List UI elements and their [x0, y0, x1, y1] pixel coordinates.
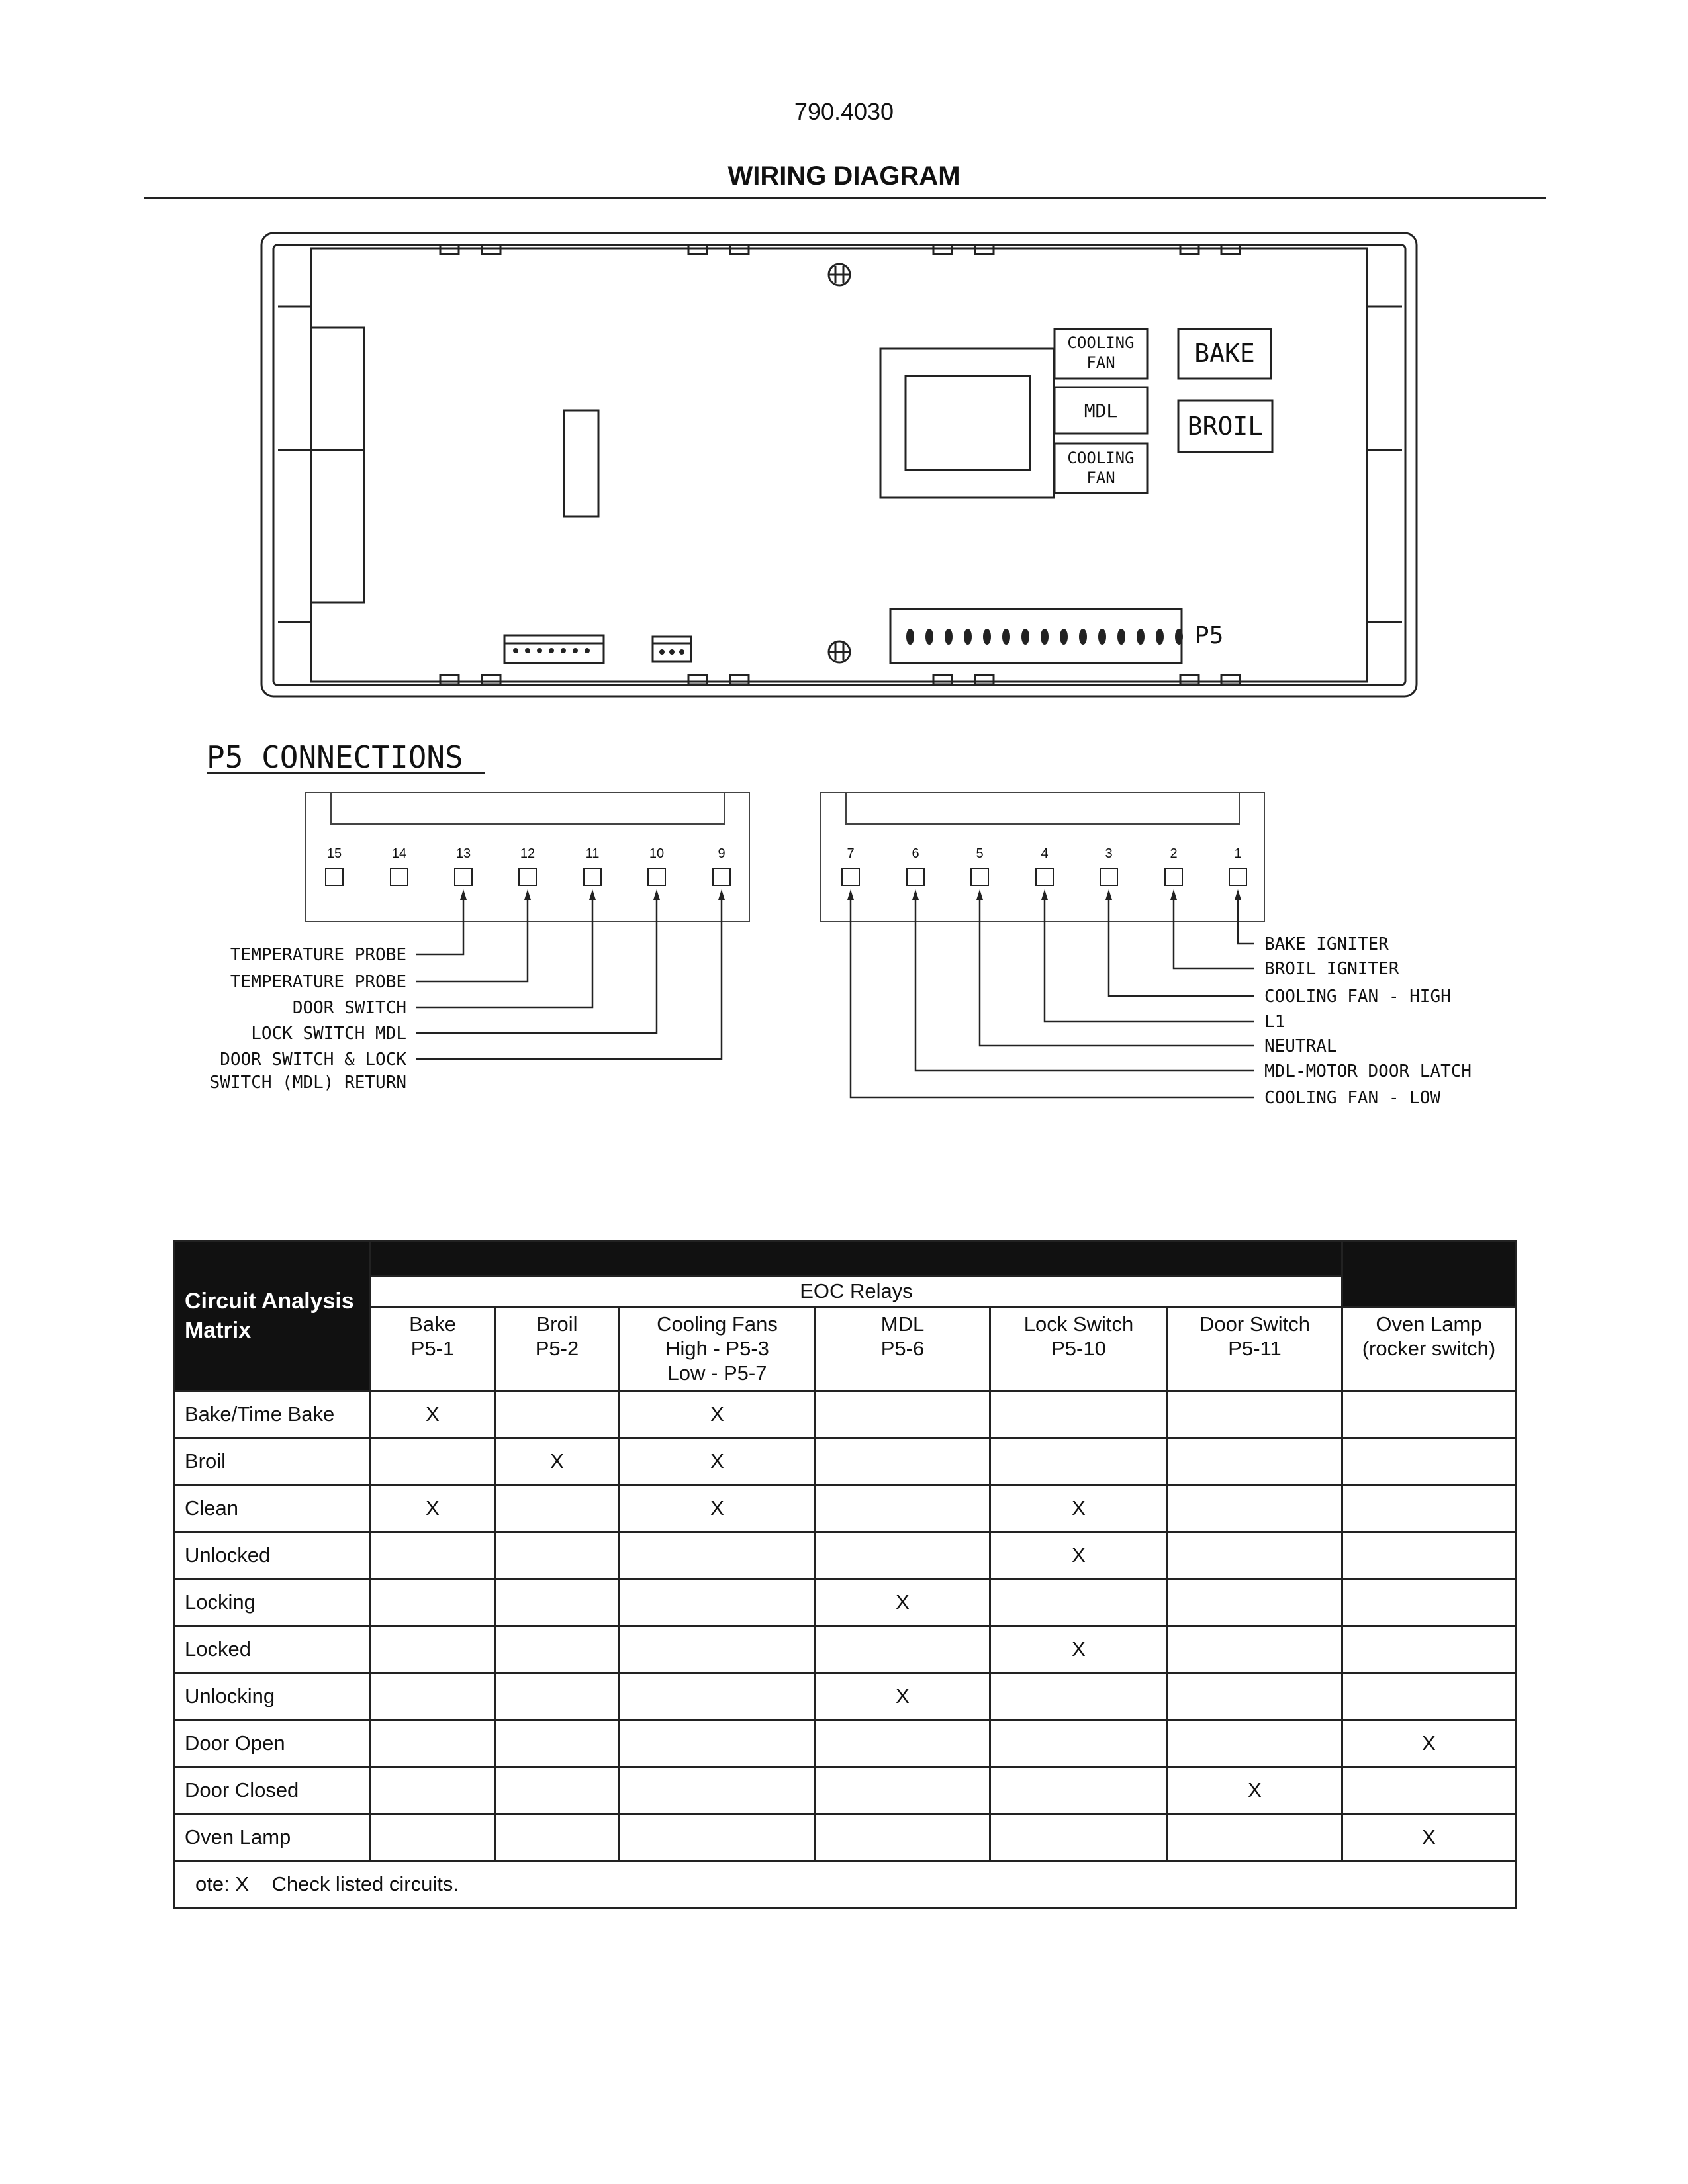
- wire-pin-4: [1045, 895, 1254, 1021]
- p5-header-pin: [1003, 629, 1009, 644]
- matrix-cell: [990, 1438, 1168, 1485]
- pin-number-3: 3: [1105, 846, 1113, 861]
- wire-pin-10: [416, 895, 657, 1033]
- wire-arrow: [1105, 889, 1112, 900]
- pin-number-15: 15: [326, 846, 342, 861]
- pin-number-14: 14: [391, 846, 407, 861]
- matrix-cell: [620, 1720, 816, 1767]
- matrix-cell: [1342, 1485, 1516, 1532]
- wire-arrow: [976, 889, 983, 900]
- table-row: [175, 1532, 1516, 1579]
- matrix-cell: [1168, 1438, 1342, 1485]
- column-header: Broil P5-2: [495, 1307, 620, 1391]
- connection-label-pin-4: L1: [1264, 1012, 1286, 1032]
- matrix-cell: [1168, 1532, 1342, 1579]
- pin-number-5: 5: [976, 846, 984, 861]
- wire-pin-2: [1174, 895, 1254, 968]
- matrix-cell: [371, 1673, 495, 1720]
- matrix-cell: [1342, 1626, 1516, 1673]
- matrix-cell: X: [371, 1391, 495, 1438]
- table-row: [175, 1673, 1516, 1720]
- matrix-cell: [620, 1626, 816, 1673]
- pin-number-2: 2: [1170, 846, 1178, 861]
- wire-arrow: [1170, 889, 1177, 900]
- wire-pin-12: [416, 895, 528, 981]
- p5-header-pin: [945, 629, 952, 644]
- matrix-cell: [371, 1767, 495, 1814]
- connection-label-pin-9: SWITCH (MDL) RETURN: [209, 1073, 406, 1093]
- pin-terminal-12: [519, 868, 536, 886]
- matrix-cell: X: [990, 1485, 1168, 1532]
- connection-label-pin-10: LOCK SWITCH MDL: [251, 1024, 406, 1044]
- matrix-cell: [1342, 1391, 1516, 1438]
- matrix-cell: [495, 1532, 620, 1579]
- matrix-cell: [620, 1673, 816, 1720]
- wire-arrow: [1041, 889, 1048, 900]
- connection-label-pin-3: COOLING FAN - HIGH: [1264, 987, 1451, 1007]
- cooling-fan-bottom-label-line2: FAN: [1086, 469, 1115, 487]
- pin-number-9: 9: [718, 846, 726, 861]
- pin-terminal-2: [1165, 868, 1182, 886]
- matrix-cell: [495, 1626, 620, 1673]
- matrix-title: Circuit Analysis Matrix: [175, 1241, 371, 1391]
- matrix-cell: X: [1168, 1767, 1342, 1814]
- wire-pin-9: [416, 895, 722, 1059]
- p5-header-pin: [1022, 629, 1029, 644]
- matrix-cell: [990, 1673, 1168, 1720]
- pin-terminal-11: [584, 868, 601, 886]
- document-number: 790.4030: [794, 98, 894, 125]
- connection-label-pin-2: BROIL IGNITER: [1264, 959, 1399, 979]
- matrix-cell: X: [1342, 1720, 1516, 1767]
- matrix-cell: [495, 1673, 620, 1720]
- wire-pin-11: [416, 895, 592, 1007]
- pin-number-13: 13: [455, 846, 471, 861]
- table-row: [175, 1626, 1516, 1673]
- matrix-cell: [620, 1579, 816, 1626]
- matrix-cell: X: [495, 1438, 620, 1485]
- row-label: Locked: [175, 1626, 371, 1673]
- wire-arrow: [718, 889, 725, 900]
- matrix-cell: X: [1342, 1814, 1516, 1861]
- p5-header-pin: [1118, 629, 1125, 644]
- wire-arrow: [460, 889, 467, 900]
- wire-pin-5: [980, 895, 1254, 1046]
- circuit-board: [311, 248, 1367, 682]
- pin-number-7: 7: [847, 846, 855, 861]
- connection-label-pin-11: DOOR SWITCH: [292, 998, 406, 1018]
- control-board-inner-frame: [273, 245, 1405, 685]
- matrix-cell: [1168, 1814, 1342, 1861]
- matrix-cell: [1168, 1626, 1342, 1673]
- cooling-fan-top-label-line2: FAN: [1086, 353, 1115, 372]
- p5-header-pin: [1041, 629, 1048, 644]
- matrix-cell: [371, 1438, 495, 1485]
- table-row: [175, 1814, 1516, 1861]
- pin-terminal-14: [391, 868, 408, 886]
- pin-number-12: 12: [520, 846, 536, 861]
- matrix-cell: [990, 1814, 1168, 1861]
- wire-arrow: [1235, 889, 1241, 900]
- pin-terminal-3: [1100, 868, 1117, 886]
- p5-header-pin: [1080, 629, 1086, 644]
- circuit-analysis-matrix: [173, 1240, 1517, 1909]
- p5-header-pin: [1099, 629, 1105, 644]
- matrix-cell: [816, 1720, 990, 1767]
- matrix-cell: [816, 1485, 990, 1532]
- column-header: Door Switch P5-11: [1168, 1307, 1342, 1391]
- table-row: [175, 1438, 1516, 1485]
- pin-terminal-4: [1036, 868, 1053, 886]
- table-row: [175, 1391, 1516, 1438]
- matrix-cell: X: [620, 1391, 816, 1438]
- matrix-cell: [1342, 1532, 1516, 1579]
- eoc-relays-header: EOC Relays: [371, 1276, 1342, 1307]
- page-title: WIRING DIAGRAM: [727, 161, 961, 191]
- matrix-cell: X: [620, 1485, 816, 1532]
- matrix-cell: [816, 1438, 990, 1485]
- matrix-cell: X: [990, 1532, 1168, 1579]
- pin-number-6: 6: [912, 846, 919, 861]
- mdl-label: MDL: [1084, 400, 1118, 422]
- broil-label: BROIL: [1187, 412, 1264, 441]
- matrix-header-black-cell: [1342, 1241, 1516, 1307]
- table-row: [175, 1720, 1516, 1767]
- matrix-cell: [1168, 1720, 1342, 1767]
- matrix-cell: [371, 1626, 495, 1673]
- p5-header-pin: [907, 629, 914, 644]
- p5-connections-title: P5 CONNECTIONS: [207, 739, 463, 775]
- matrix-cell: [1168, 1485, 1342, 1532]
- matrix-cell: [816, 1626, 990, 1673]
- wire-arrow: [589, 889, 596, 900]
- row-label: Unlocking: [175, 1673, 371, 1720]
- matrix-cell: [816, 1391, 990, 1438]
- matrix-cell: X: [816, 1579, 990, 1626]
- matrix-cell: [1342, 1673, 1516, 1720]
- pin-terminal-6: [907, 868, 924, 886]
- pin-number-10: 10: [649, 846, 665, 861]
- matrix-cell: [495, 1767, 620, 1814]
- matrix-cell: [816, 1767, 990, 1814]
- column-header: MDL P5-6: [816, 1307, 990, 1391]
- table-row: [175, 1767, 1516, 1814]
- wire-arrow: [524, 889, 531, 900]
- matrix-cell: X: [990, 1626, 1168, 1673]
- p5-header-pin: [1137, 629, 1144, 644]
- matrix-header-strip: [371, 1241, 1342, 1276]
- row-label: Bake/Time Bake: [175, 1391, 371, 1438]
- table-row: [175, 1485, 1516, 1532]
- pin-number-11: 11: [585, 846, 600, 861]
- p5-header-pin: [1176, 629, 1182, 644]
- wire-pin-13: [416, 895, 463, 954]
- matrix-cell: X: [816, 1673, 990, 1720]
- matrix-cell: [1168, 1579, 1342, 1626]
- matrix-cell: [1342, 1438, 1516, 1485]
- cooling-fan-bottom-label-line1: COOLING: [1067, 449, 1135, 467]
- cooling-fan-top-label-line1: COOLING: [1067, 334, 1135, 352]
- pin-terminal-15: [326, 868, 343, 886]
- matrix-cell: [371, 1814, 495, 1861]
- column-header: Lock Switch P5-10: [990, 1307, 1168, 1391]
- matrix-cell: [620, 1814, 816, 1861]
- row-label: Broil: [175, 1438, 371, 1485]
- matrix-cell: [620, 1767, 816, 1814]
- connection-label-pin-5: NEUTRAL: [1264, 1036, 1337, 1056]
- matrix-cell: [816, 1532, 990, 1579]
- bake-label: BAKE: [1194, 339, 1255, 368]
- p5-label: P5: [1195, 622, 1224, 649]
- table-row: [175, 1579, 1516, 1626]
- column-header: Cooling Fans High - P5-3 Low - P5-7: [620, 1307, 816, 1391]
- matrix-cell: [1168, 1673, 1342, 1720]
- matrix-cell: [990, 1391, 1168, 1438]
- matrix-cell: [1342, 1579, 1516, 1626]
- row-label: Locking: [175, 1579, 371, 1626]
- pin-terminal-10: [648, 868, 665, 886]
- matrix-cell: [990, 1767, 1168, 1814]
- matrix-cell: [371, 1532, 495, 1579]
- left-bracket: [311, 328, 364, 602]
- matrix-cell: [495, 1579, 620, 1626]
- p5-header-pin: [1156, 629, 1163, 644]
- wire-arrow: [653, 889, 660, 900]
- matrix-cell: X: [371, 1485, 495, 1532]
- wire-pin-3: [1109, 895, 1254, 996]
- matrix-cell: [620, 1532, 816, 1579]
- row-label: Oven Lamp: [175, 1814, 371, 1861]
- matrix-cell: [990, 1579, 1168, 1626]
- matrix-note: ote: X Check listed circuits.: [175, 1861, 1516, 1908]
- matrix-cell: X: [620, 1438, 816, 1485]
- matrix-cell: [495, 1720, 620, 1767]
- pin-terminal-5: [971, 868, 988, 886]
- pin-terminal-9: [713, 868, 730, 886]
- matrix-cell: [990, 1720, 1168, 1767]
- matrix-cell: [1342, 1767, 1516, 1814]
- p5-header-pin: [964, 629, 971, 644]
- pin-terminal-13: [455, 868, 472, 886]
- connection-label-pin-1: BAKE IGNITER: [1264, 934, 1389, 954]
- row-label: Unlocked: [175, 1532, 371, 1579]
- row-label: Clean: [175, 1485, 371, 1532]
- matrix-cell: [495, 1391, 620, 1438]
- matrix-cell: [495, 1814, 620, 1861]
- matrix-cell: [371, 1720, 495, 1767]
- wire-arrow: [847, 889, 854, 900]
- p5-header-pin: [984, 629, 990, 644]
- p5-header-pin: [1060, 629, 1067, 644]
- matrix-cell: [371, 1579, 495, 1626]
- pin-terminal-7: [842, 868, 859, 886]
- pin-number-1: 1: [1234, 846, 1242, 861]
- pin-terminal-1: [1229, 868, 1246, 886]
- connection-label-pin-12: TEMPERATURE PROBE: [230, 972, 406, 992]
- column-header: Oven Lamp (rocker switch): [1342, 1307, 1516, 1391]
- row-label: Door Closed: [175, 1767, 371, 1814]
- p5-header-pin: [926, 629, 933, 644]
- connection-label-pin-7: COOLING FAN - LOW: [1264, 1088, 1441, 1108]
- matrix-cell: [1168, 1391, 1342, 1438]
- matrix-cell: [495, 1485, 620, 1532]
- connection-label-pin-9: DOOR SWITCH & LOCK: [220, 1050, 406, 1069]
- wire-pin-1: [1238, 895, 1254, 944]
- matrix-cell: [816, 1814, 990, 1861]
- control-board-outline: [261, 233, 1417, 696]
- display-window: [906, 376, 1030, 470]
- pin-number-4: 4: [1041, 846, 1049, 861]
- connection-label-pin-6: MDL-MOTOR DOOR LATCH: [1264, 1062, 1472, 1081]
- row-label: Door Open: [175, 1720, 371, 1767]
- column-header: Bake P5-1: [371, 1307, 495, 1391]
- wire-arrow: [912, 889, 919, 900]
- connection-label-pin-13: TEMPERATURE PROBE: [230, 945, 406, 965]
- vertical-connector: [564, 410, 598, 516]
